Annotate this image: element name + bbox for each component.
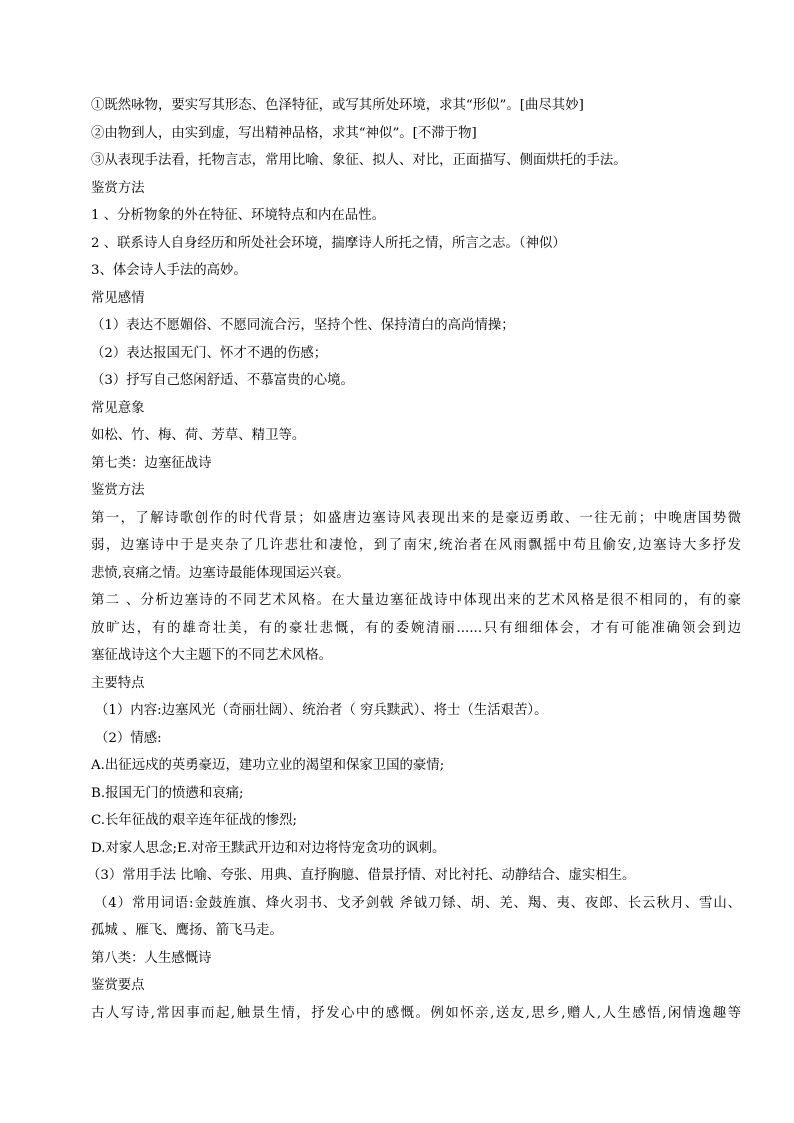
list-item: D.对家人思念;E.对帝王黩武开边和对边将恃宠贪功的讽刺。 [91, 840, 446, 856]
text-line: ③从表现手法看，托物言志，常用比喻、象征、拟人、对比，正面描写、侧面烘托的手法。 [91, 153, 627, 168]
list-item: （3）抒写自己悠闲舒适、不慕富贵的心境。 [91, 373, 354, 388]
list-item: （1）内容:边塞风光（奇丽壮阔）、统治者（ 穷兵黩武）、将士（生活艰苦）。 [95, 703, 548, 718]
text-line: 如松、竹、梅、荷、芳草、精卫等。 [91, 428, 306, 443]
section-heading: 常见意象 [91, 400, 145, 416]
section-heading: 鉴赏方法 [91, 180, 145, 196]
text-line: 第一，了解诗歌创作的时代背景；如盛唐边塞诗风表现出来的是豪迈勇敢、一往无前；中晚唐国势微 [91, 510, 741, 526]
text-line: ①既然咏物，要实写其形态、色泽特征，或写其所处环境，求其“形似”。[曲尽其妙] [91, 98, 584, 113]
section-heading: 常见感情 [91, 290, 145, 306]
list-item: 1 、分析物象的外在特征、环境特点和内在品性。 [91, 208, 385, 223]
text-line: 古人写诗,常因事而起,触景生情，抒发心中的感慨。例如怀亲,送友,思乡,赠人,人生感悟,闲情逸趣等 [91, 1005, 741, 1021]
text-line: 第二 、分析边塞诗的不同艺术风格。在大量边塞征战诗中体现出来的艺术风格是很不相同的，有的豪 [91, 593, 741, 608]
text-line: 塞征战诗这个大主题下的不同艺术风格。 [91, 648, 333, 663]
text-line: 悲愤,哀痛之情。边塞诗最能体现国运兴衰。 [91, 565, 350, 581]
list-item: A.出征远戍的英勇豪迈，建功立业的渴望和保家卫国的豪情; [91, 758, 445, 773]
text-line: 弱，边塞诗中于是夹杂了几许悲壮和凄怆，到了南宋,统治者在风雨飘摇中苟且偷安,边塞诗大多抒发 [91, 538, 741, 553]
section-heading: 主要特点 [91, 675, 145, 691]
list-item: 3、体会诗人手法的高妙。 [91, 263, 247, 278]
document-body [87, 92, 741, 1027]
section-heading: 鉴赏方法 [91, 483, 145, 498]
list-item: （2）表达报国无门、怀才不遇的伤感； [91, 345, 328, 361]
list-item: （3）常用手法 比喻、夸张、用典、直抒胸臆、借景抒情、对比衬托、动静结合、虚实相生。 [87, 868, 636, 883]
list-item: B.报国无门的愤懑和哀痛; [91, 785, 244, 801]
list-item: C.长年征战的艰辛连年征战的惨烈; [91, 813, 298, 828]
text-line: 放旷达，有的雄奇壮美，有的豪壮悲慨，有的委婉清丽......只有细细体会，才有可能准确领会到边 [91, 620, 741, 636]
paragraph [91, 587, 741, 670]
text-line: （4）常用词语:金鼓旌旗、烽火羽书、戈矛剑戟 斧钺刀铩、胡、羌、羯、夷、夜郎、长云秋月、雪山、 [94, 895, 741, 911]
list-item: 2 、联系诗人自身经历和所处社会环境，揣摩诗人所托之情，所言之志。（神似） [91, 235, 566, 251]
category-heading: 第七类：边塞征战诗 [91, 455, 212, 471]
paragraph [91, 1000, 741, 1028]
list-item: （2）情感: [95, 730, 162, 746]
paragraph [91, 505, 741, 588]
list-item: （1）表达不愿媚俗、不愿同流合污，坚持个性、保持清白的高尚情操； [91, 318, 515, 333]
paragraph [91, 890, 741, 945]
section-heading: 鉴赏要点 [91, 978, 145, 993]
text-line: ②由物到人，由实到虚，写出精神品格，求其“神似”。[不滞于物] [91, 125, 477, 141]
category-heading: 第八类：人生感慨诗 [91, 950, 212, 966]
text-line: 孤城 、雁飞、鹰扬、箭飞马走。 [91, 923, 283, 938]
